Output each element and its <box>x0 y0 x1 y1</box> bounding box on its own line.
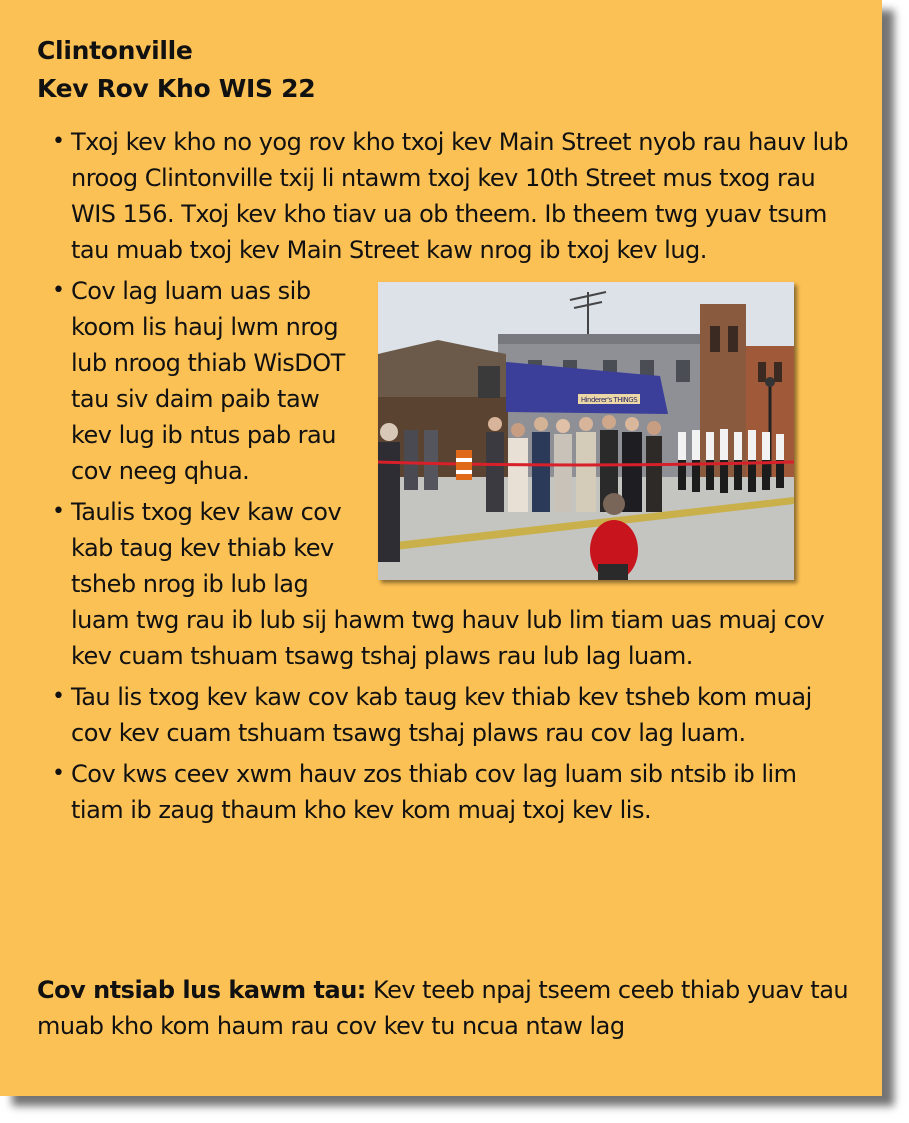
bullet-list <box>0 124 882 833</box>
title-line-2: Kev Rov Kho WIS 22 <box>37 74 316 103</box>
page-title <box>37 32 315 108</box>
bullet-dot: • <box>52 684 65 709</box>
bullet-dot: • <box>52 761 65 786</box>
bullet-text: Tau lis txog kev kaw cov kab taug kev thiab kev tsheb kom muaj cov kev cuam tshuam tsawg tshaj plaws rau cov lag luam. <box>71 683 812 747</box>
storefront-sign: Hinderer's THINGS <box>580 396 638 404</box>
list-item <box>0 273 882 489</box>
bullet-dot: • <box>52 499 65 524</box>
bullet-dot: • <box>52 278 65 303</box>
summary-label: Cov ntsiab lus kawm tau: <box>37 976 366 1004</box>
summary-paragraph <box>37 972 857 1044</box>
summary-text: Kev teeb npaj tseem ceeb thiab yuav tau muab kho kom haum rau cov kev tu ncua ntaw lag <box>37 976 849 1040</box>
bullet-text: Txoj kev kho no yog rov kho txoj kev Main Street nyob rau hauv lub nroog Clintonville txij li ntawm txoj kev 10th Street mus txog rau WIS 156. Txoj kev kho tiav ua ob theem. Ib theem twg yuav tsum tau muab txoj kev Main Street kaw nrog ib txoj kev lug. <box>71 128 849 264</box>
bullet-dot: • <box>52 129 65 154</box>
title-line-1: Clintonville <box>37 36 193 65</box>
bullet-text: Cov lag luam uas sib koom lis hauj lwm nrog lub nroog thiab WisDOT tau siv daim paib taw kev lug ib ntus pab rau cov neeg qhua. <box>71 277 345 485</box>
list-item <box>0 124 882 268</box>
bullet-text: Taulis txog kev kaw cov kab taug kev thiab kev tsheb nrog ib lub lag luam twg rau ib lub sij hawm twg hauv lub lim tiam uas muaj cov kev cuam tshuam tsawg tshaj plaws rau lub lag luam. <box>71 498 825 670</box>
bullet-text: Cov kws ceev xwm hauv zos thiab cov lag luam sib ntsib ib lim tiam ib zaug thaum kho kev kom muaj txoj kev lis. <box>71 760 797 824</box>
list-item <box>0 494 882 674</box>
list-item <box>0 756 882 828</box>
list-item <box>0 679 882 751</box>
